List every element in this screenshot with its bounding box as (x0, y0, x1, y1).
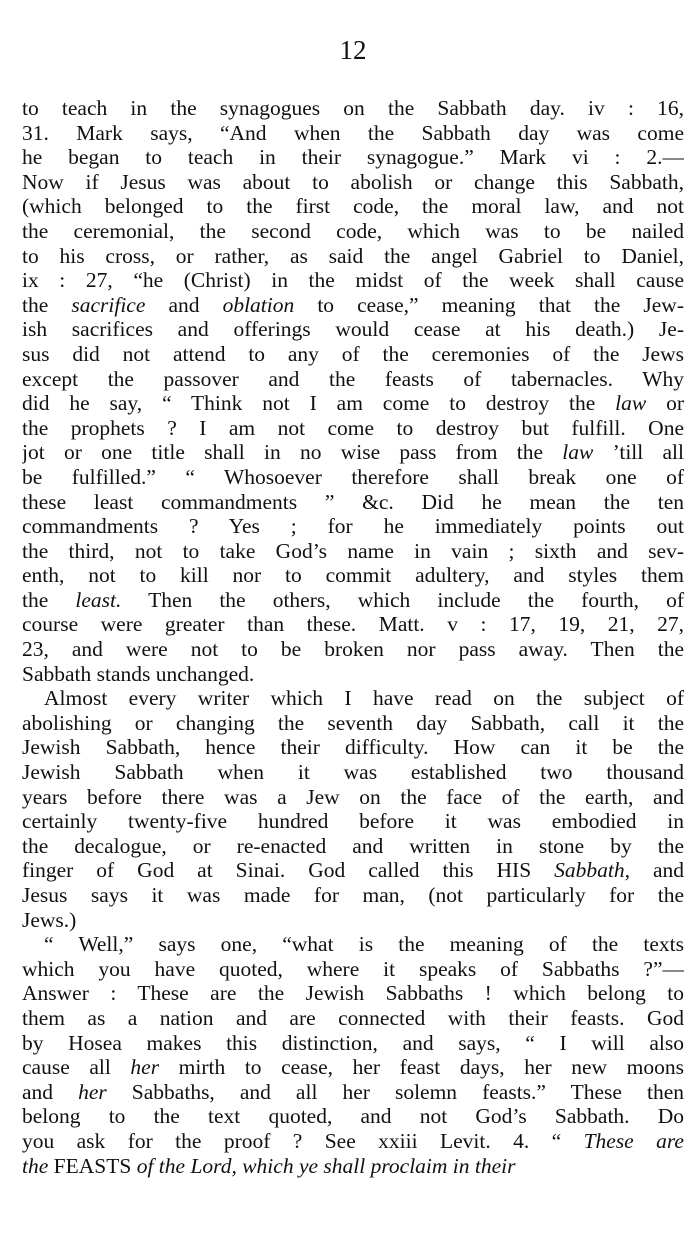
text-line: (which belonged to the first code, the moral law, and not (22, 194, 684, 219)
text-line: commandments ? Yes ; for he immediately points out (22, 514, 684, 539)
text-line: enth, not to kill nor to commit adultery, and styles them (22, 563, 684, 588)
text-line: Jewish Sabbath when it was established two thousand (22, 760, 684, 785)
text-line: and her Sabbaths, and all her solemn feasts.” These then (22, 1079, 684, 1104)
text-line: sus did not attend to any of the ceremonies of the Jews (22, 341, 684, 366)
text-line: be fulfilled.” “ Whosoever therefore shall break one of (22, 464, 684, 489)
body-text (22, 96, 684, 1178)
text-line: you ask for the proof ? See xxiii Levit. 4. “ These are (22, 1128, 684, 1153)
text-line: he began to teach in their synagogue.” Mark vi : 2.— (22, 145, 684, 170)
text-line: 23, and were not to be broken nor pass away. Then the (22, 637, 684, 662)
text-line: abolishing or changing the seventh day Sabbath, call it the (22, 710, 684, 735)
text-line: 31. Mark says, “And when the Sabbath day was come (22, 120, 684, 145)
text-line: Jesus says it was made for man, (not particularly for the (22, 883, 684, 907)
text-line: Now if Jesus was about to abolish or change this Sabbath, (22, 169, 684, 194)
text-line: Answer : These are the Jewish Sabbaths ! which belong to (22, 981, 684, 1006)
text-line: certainly twenty-five hundred before it was embodied in (22, 809, 684, 834)
text-line: years before there was a Jew on the face of the earth, and (22, 784, 684, 809)
text-line: the FEASTS of the Lord, which ye shall proclaim in their (22, 1153, 516, 1178)
text-line: to his cross, or rather, as said the angel Gabriel to Daniel, (22, 243, 684, 268)
text-line: the ceremonial, the second code, which was to be nailed (22, 218, 684, 243)
text-line: except the passover and the feasts of tabernacles. Why (22, 366, 684, 391)
text-line: Sabbath stands unchanged. (22, 661, 255, 686)
page-number: 12 (339, 35, 367, 65)
text-line: Jewish Sabbath, hence their difficulty. How can it be the (22, 735, 684, 760)
text-line: the third, not to take God’s name in vain ; sixth and sev- (22, 538, 684, 563)
text-line: these least commandments ” &c. Did he mean the ten (22, 489, 684, 514)
book-page (22, 34, 684, 1178)
text-line: did he say, “ Think not I am come to destroy the law or (22, 391, 684, 416)
text-line: the least. Then the others, which include the fourth, of (22, 587, 684, 612)
text-line: to teach in the synagogues on the Sabbath day. iv : 16, (22, 96, 684, 120)
text-line: Jews.) (22, 907, 77, 932)
text-line: them as a nation and are connected with their feasts. God (22, 1005, 684, 1030)
text-line: Almost every writer which I have read on the subject of (44, 686, 684, 711)
text-line: the decalogue, or re-enacted and written in stone by the (22, 833, 684, 858)
text-line: by Hosea makes this distinction, and says, “ I will also (22, 1030, 684, 1055)
text-line: which you have quoted, where it speaks of Sabbaths ?”— (22, 956, 684, 981)
text-line: jot or one title shall in no wise pass from the law ’till all (22, 440, 684, 465)
text-line: ish sacrifices and offerings would cease at his death.) Je- (22, 317, 684, 342)
text-line: cause all her mirth to cease, her feast days, her new moons (22, 1055, 684, 1080)
text-line: the sacrifice and oblation to cease,” meaning that the Jew- (22, 292, 684, 317)
text-line: course were greater than these. Matt. v : 17, 19, 21, 27, (22, 612, 684, 637)
text-line: “ Well,” says one, “what is the meaning of the texts (44, 932, 684, 957)
text-line: the prophets ? I am not come to destroy but fulfill. One (22, 415, 684, 440)
text-line: belong to the text quoted, and not God’s Sabbath. Do (22, 1104, 684, 1129)
text-line: ix : 27, “he (Christ) in the midst of the week shall cause (22, 268, 684, 293)
text-line: finger of God at Sinai. God called this HIS Sabbath, and (22, 858, 684, 883)
